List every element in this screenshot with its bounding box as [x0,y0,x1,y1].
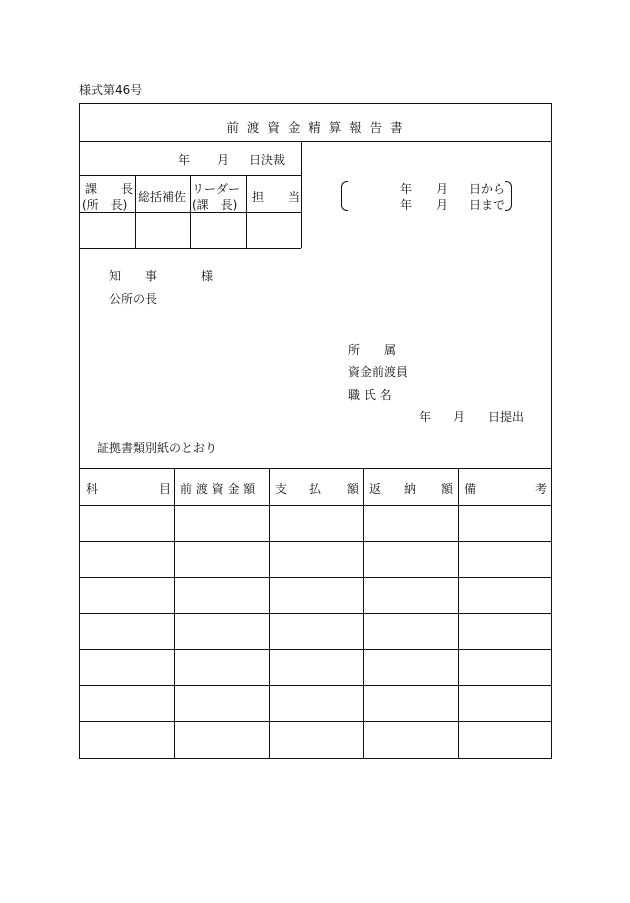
cell-refund[interactable] [365,543,456,575]
table-col-divider [363,468,364,758]
evidence-statement: 証拠書類別紙のとおり [97,441,218,455]
approval-month-label: 月 [217,153,230,167]
column-header-payment-end: 額 [347,482,360,496]
period-from-year: 年 [400,182,413,196]
table-row-border [80,721,551,722]
report-form [79,103,552,759]
stamp-staff[interactable] [249,215,298,246]
cell-advance-amount[interactable] [176,507,267,539]
table-row-border [80,685,551,686]
cell-remarks[interactable] [460,615,549,647]
cell-remarks[interactable] [460,651,549,683]
stamp-leader[interactable] [193,215,243,246]
stamp-general-deputy[interactable] [138,215,187,246]
cell-item[interactable] [82,615,172,647]
column-header-advance-amount: 前 渡 資 金 額 [180,482,256,496]
stamp-section-chief[interactable] [83,215,132,246]
approval-col-divider [135,175,136,248]
name-field[interactable] [410,385,540,401]
cell-remarks[interactable] [460,687,549,719]
table-top-border [80,468,551,469]
column-header-remarks-end: 考 [535,482,548,496]
column-header-payment: 支 [275,482,288,496]
cell-remarks[interactable] [460,579,549,611]
table-row-border [80,577,551,578]
period-bracket-right [505,181,512,211]
addressee-office-head: 公所の長 [109,292,158,306]
cell-item[interactable] [82,507,172,539]
approval-col-divider [190,175,191,248]
cell-payment[interactable] [271,507,361,539]
cell-remarks[interactable] [460,507,549,539]
role-general-deputy: 総括補佐 [138,190,187,204]
column-header-refund-mid: 納 [404,482,417,496]
approval-col-divider [246,175,247,248]
period-from-month: 月 [436,182,449,196]
officer-label: 資金前渡員 [348,365,409,379]
table-col-divider [174,468,175,758]
column-header-remarks: 備 [464,482,477,496]
period-to-month: 月 [436,198,449,212]
role-section-chief-alt: (所 長) [82,198,128,212]
period-from-day: 日から [469,182,506,196]
column-header-refund-end: 額 [441,482,454,496]
table-col-divider [269,468,270,758]
table-row-border [80,649,551,650]
table-row-border [80,541,551,542]
cell-refund[interactable] [365,651,456,683]
name-label: 職 氏 名 [348,388,392,402]
cell-refund[interactable] [365,579,456,611]
cell-refund[interactable] [365,615,456,647]
table-header-border [80,505,551,506]
addressee-honorific: 様 [201,269,214,283]
cell-item[interactable] [82,651,172,683]
period-bracket-left [341,181,348,211]
cell-item[interactable] [82,579,172,611]
form-number: 様式第46号 [79,83,143,97]
form-title: 前 渡 資 金 精 算 報 告 書 [226,120,405,135]
affiliation-field[interactable] [410,340,540,356]
cell-payment[interactable] [271,723,361,755]
cell-remarks[interactable] [460,723,549,755]
cell-payment[interactable] [271,579,361,611]
cell-advance-amount[interactable] [176,615,267,647]
cell-payment[interactable] [271,687,361,719]
cell-refund[interactable] [365,687,456,719]
cell-remarks[interactable] [460,543,549,575]
cell-refund[interactable] [365,507,456,539]
column-header-payment-mid: 払 [309,482,322,496]
column-header-item-end: 目 [159,482,172,496]
submit-day-label: 日提出 [488,410,525,424]
cell-advance-amount[interactable] [176,579,267,611]
approval-year-label: 年 [178,153,191,167]
cell-item[interactable] [82,723,172,755]
role-staff: 担 当 [252,190,301,204]
cell-advance-amount[interactable] [176,543,267,575]
cell-item[interactable] [82,543,172,575]
cell-advance-amount[interactable] [176,687,267,719]
addressee-governor: 知 事 [109,269,158,283]
role-leader-alt: (課 長) [192,198,238,212]
approval-right-border [301,141,302,248]
affiliation-label: 所 属 [348,343,397,357]
period-to-year: 年 [400,198,413,212]
cell-payment[interactable] [271,615,361,647]
table-row-border [80,613,551,614]
role-section-chief: 課 長 [85,182,134,196]
column-header-item: 科 [86,482,99,496]
cell-advance-amount[interactable] [176,651,267,683]
cell-payment[interactable] [271,651,361,683]
cell-item[interactable] [82,687,172,719]
column-header-refund: 返 [369,482,382,496]
submit-month-label: 月 [453,410,466,424]
cell-refund[interactable] [365,723,456,755]
approval-day-label: 日決裁 [249,153,286,167]
submit-year-label: 年 [419,410,432,424]
role-leader: リーダー [192,182,241,196]
cell-payment[interactable] [271,543,361,575]
period-to-day: 日まで [469,198,506,212]
table-col-divider [458,468,459,758]
approval-bottom-border [80,248,301,249]
title-divider [80,141,551,142]
cell-advance-amount[interactable] [176,723,267,755]
